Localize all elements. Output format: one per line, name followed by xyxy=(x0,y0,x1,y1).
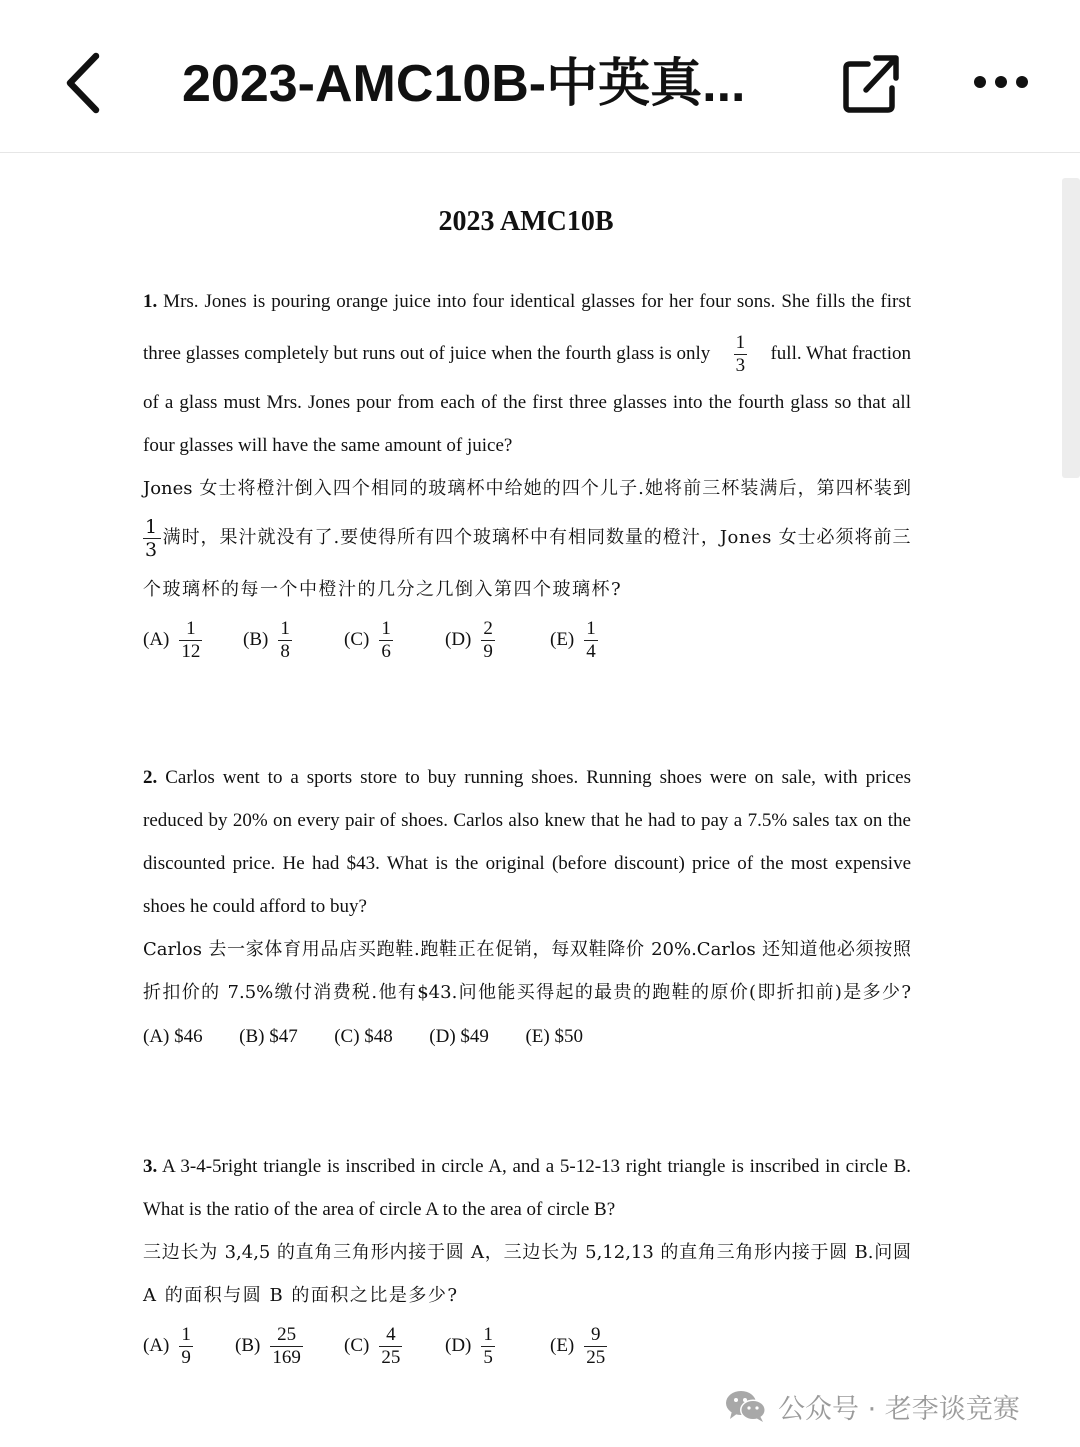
q2-line-1 xyxy=(143,761,911,795)
q2-option-b[interactable]: (B) $47 xyxy=(239,1026,298,1047)
q3-options xyxy=(143,1318,611,1374)
q3-zh-line-2: A 的面积与圆 B 的面积之比是多少? xyxy=(143,1285,459,1306)
scrollbar-thumb[interactable] xyxy=(1062,178,1080,478)
document-heading: 2023 AMC10B xyxy=(438,206,614,237)
watermark-text: 公众号 · 老李谈竞赛 xyxy=(778,1393,1020,1425)
q1-option-d[interactable]: (D) $\frac{2}{9}$ xyxy=(445,617,493,662)
q2-zh-line-1: Carlos 去一家体育用品店买跑鞋.跑鞋正在促销，每双鞋降价 20%.Carlos 还知道他必须按照 xyxy=(143,939,911,960)
q3-option-c[interactable]: (C) $\frac{4}{25}$ xyxy=(344,1323,401,1368)
q3-option-b[interactable]: (B) $\frac{25}{169}$ xyxy=(235,1323,301,1368)
q2-line-4: shoes he could afford to buy? xyxy=(143,896,367,917)
q1-line-2 xyxy=(143,330,911,378)
q1-option-e[interactable]: (E) $\frac{1}{4}$ xyxy=(550,617,596,662)
q1-line-4: four glasses will have the same amount of juice? xyxy=(143,435,513,456)
q1-option-b[interactable]: (B) $\frac{1}{8}$ xyxy=(243,617,290,662)
q1-zh-line-3: 个玻璃杯的每一个中橙汁的几分之几倒入第四个玻璃杯? xyxy=(143,579,623,600)
wechat-icon xyxy=(724,1389,768,1423)
q2-options xyxy=(143,1020,583,1054)
page-title: 2023-AMC10B-中英真... xyxy=(182,55,746,113)
q1-options xyxy=(143,612,602,668)
q2-line-3: discounted price. He had $43. What is the original (before discount) price of the most expensive xyxy=(143,853,911,874)
q1-text-2b: full. What fraction xyxy=(770,343,911,364)
q1-inline-fraction: $\frac{1}{3}$ xyxy=(735,331,746,376)
q3-text-1: A 3-4-5right triangle is inscribed in circle A, and a 5-12-13 right triangle is inscribed in circle B. xyxy=(157,1156,911,1177)
q3-number: 3. xyxy=(143,1156,158,1177)
back-button[interactable] xyxy=(58,50,108,116)
q1-option-a[interactable]: (A) $\frac{1}{12}$ xyxy=(143,617,201,662)
q2-option-c[interactable]: (C) $48 xyxy=(334,1026,393,1047)
q2-line-2: reduced by 20% on every pair of shoes. Carlos also knew that he had to pay a 7.5% sales tax on the xyxy=(143,810,911,831)
q3-line-1 xyxy=(143,1150,911,1184)
q1-zh-line-1: Jones 女士将橙汁倒入四个相同的玻璃杯中给她的四个儿子.她将前三杯装满后，第四杯装到 xyxy=(143,478,911,499)
q1-line-3: of a glass must Mrs. Jones pour from each of the first three glasses into the fourth glass so that all xyxy=(143,392,911,413)
q1-text-2a: three glasses completely but runs out of juice when the fourth glass is only xyxy=(143,343,711,364)
q1-zh-line-2 xyxy=(143,514,911,562)
q2-option-e[interactable]: (E) $50 xyxy=(525,1026,583,1047)
q2-option-d[interactable]: (D) $49 xyxy=(429,1026,489,1047)
chevron-left-icon xyxy=(58,50,108,116)
share-button[interactable] xyxy=(838,50,904,116)
more-horizontal-icon xyxy=(968,62,1034,102)
more-options-button[interactable] xyxy=(968,62,1034,102)
q2-text-1: Carlos went to a sports store to buy running shoes. Running shoes were on sale, with prices xyxy=(157,767,911,788)
q3-zh-line-1: 三边长为 3,4,5 的直角三角形内接于圆 A，三边长为 5,12,13 的直角三角形内接于圆 B.问圆 xyxy=(143,1242,911,1263)
q2-zh-line-2: 折扣价的 7.5%缴付消费税.他有$43.问他能买得起的最贵的跑鞋的原价(即折扣前)是多少? xyxy=(143,982,911,1003)
q1-line-1 xyxy=(143,285,911,319)
share-external-icon xyxy=(838,50,904,116)
q3-option-d[interactable]: (D) $\frac{1}{5}$ xyxy=(445,1323,493,1368)
q1-zh-fraction: $\frac{1}{3}$ xyxy=(145,515,159,561)
q2-number: 2. xyxy=(143,767,158,788)
q1-option-c[interactable]: (C) $\frac{1}{6}$ xyxy=(344,617,391,662)
top-bar xyxy=(0,0,1080,153)
q3-option-e[interactable]: (E) $\frac{9}{25}$ xyxy=(550,1323,606,1368)
q3-line-2: What is the ratio of the area of circle A to the area of circle B? xyxy=(143,1199,616,1220)
watermark xyxy=(724,1384,1020,1428)
q1-text-1: Mrs. Jones is pouring orange juice into four identical glasses for her four sons. She fills the first xyxy=(157,291,911,312)
q3-option-a[interactable]: (A) $\frac{1}{9}$ xyxy=(143,1323,191,1368)
q1-number: 1. xyxy=(143,291,158,312)
q2-option-a[interactable]: (A) $46 xyxy=(143,1026,203,1047)
q1-zh-text-2: 满时，果汁就没有了.要使得所有四个玻璃杯中有相同数量的橙汁，Jones 女士必须将前三 xyxy=(162,527,911,548)
